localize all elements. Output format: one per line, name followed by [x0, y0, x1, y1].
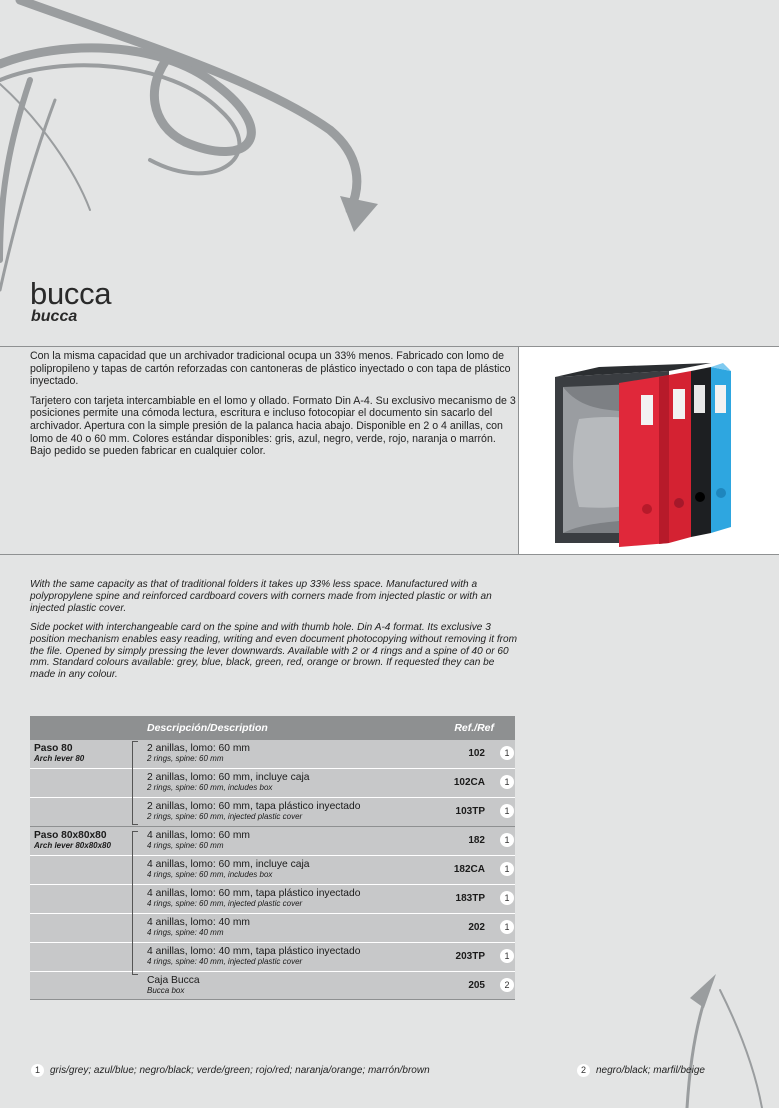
row-ref: 183TP [455, 893, 485, 904]
color-badge: 1 [500, 920, 514, 934]
color-badge: 1 [500, 862, 514, 876]
row-description: 2 anillas, lomo: 60 mm, incluye caja 2 rings, spine: 60 mm, includes box [147, 772, 310, 792]
row-ref: 102 [468, 748, 485, 759]
english-description [30, 579, 518, 688]
product-photo [519, 347, 779, 554]
table-row [30, 797, 515, 826]
es-paragraph: Tarjetero con tarjeta intercambiable en el lomo y ollado. Formato Din A-4. Su exclusivo mecanismo de 3 posiciones permite una cómoda lectura, escritura e incluso fotocopiar el documento sin sacarlo del archivador. Apertura con la simple presión de la palanca hacia abajo. Disponible en 2 o 4 anillas, con lomo de 40 o 60 mm. Colores estándar disponibles: gris, azul, negro, verde, rojo, naranja o marrón. Bajo pedido se pueden fabricar en cualquier color. [30, 394, 516, 458]
table-header [30, 716, 515, 739]
en-paragraph: Side pocket with interchangeable card on the spine and with thumb hole. Din A-4 format. Its exclusive 3 position mechanism enables easy reading, writing and even document photocopying without removing it from the file. Opened by simply pressing the lever downwards. Available with 2 or 4 rings and a spine of 40 or 60 mm. Standard colours available: grey, blue, black, green, red, orange or brown. If requested they can be made in any colour. [30, 621, 518, 681]
row-description: Caja Bucca Bucca box [147, 975, 200, 995]
header-description: Descripción/Description [147, 722, 268, 734]
row-description: 4 anillas, lomo: 60 mm, incluye caja 4 rings, spine: 60 mm, includes box [147, 859, 310, 879]
legend-colors-2 [577, 1064, 705, 1077]
legend-badge: 1 [31, 1064, 44, 1077]
en-paragraph: With the same capacity as that of traditional folders it takes up 33% less space. Manufactured with a polypropylene spine and reinforced cardboard covers with corners made from injected plastic or with an injected plastic cover. [30, 579, 492, 614]
color-badge: 1 [500, 746, 514, 760]
row-ref: 205 [468, 980, 485, 991]
color-badge: 1 [500, 949, 514, 963]
divider-bottom [0, 554, 779, 555]
legend-text: negro/black; marfil/beige [596, 1065, 705, 1076]
row-description: 4 anillas, lomo: 60 mm, tapa plástico inyectado 4 rings, spine: 60 mm, injected plastic cover [147, 888, 361, 908]
group-label: Paso 80 Arch lever 80 [34, 743, 85, 763]
row-ref: 103TP [455, 806, 485, 817]
legend-colors-1 [31, 1064, 430, 1077]
row-description: 2 anillas, lomo: 60 mm 2 rings, spine: 60 mm [147, 743, 251, 763]
color-badge: 1 [500, 891, 514, 905]
row-ref: 202 [468, 922, 485, 933]
row-ref: 102CA [453, 777, 485, 788]
header-ref: Ref./Ref [454, 722, 494, 734]
table-row [30, 942, 515, 971]
row-ref: 203TP [455, 951, 485, 962]
row-description: 4 anillas, lomo: 60 mm 4 rings, spine: 60 mm [147, 830, 251, 850]
table-row [30, 884, 515, 913]
spanish-description [30, 350, 518, 465]
row-description: 4 anillas, lomo: 40 mm 4 rings, spine: 40 mm [147, 917, 251, 937]
group-label: Paso 80x80x80 Arch lever 80x80x80 [34, 830, 111, 850]
page-title: bucca [30, 276, 112, 311]
es-paragraph: Con la misma capacidad que un archivador tradicional ocupa un 33% menos. Fabricado con lomo de polipropileno y tapas de cartón reforzadas con cantoneras de plástico inyectado o con tapa de plástico inyectado. [30, 350, 511, 388]
table-row [30, 739, 515, 768]
table-row [30, 826, 515, 855]
table-row [30, 855, 515, 884]
row-ref: 182CA [453, 864, 485, 875]
table-row [30, 913, 515, 942]
color-badge: 1 [500, 775, 514, 789]
color-badge: 2 [500, 978, 514, 992]
table-row [30, 768, 515, 797]
group-bracket [132, 741, 138, 825]
row-description: 2 anillas, lomo: 60 mm, tapa plástico inyectado 2 rings, spine: 60 mm, injected plastic cover [147, 801, 361, 821]
group-bracket [132, 831, 138, 975]
table-row [30, 971, 515, 1000]
color-badge: 1 [500, 804, 514, 818]
legend-text: gris/grey; azul/blue; negro/black; verde/green; rojo/red; naranja/orange; marrón/brown [50, 1065, 430, 1076]
page-subtitle: bucca [31, 308, 78, 325]
row-description: 4 anillas, lomo: 40 mm, tapa plástico inyectado 4 rings, spine: 40 mm, injected plastic cover [147, 946, 361, 966]
product-table [30, 716, 515, 1000]
legend-badge: 2 [577, 1064, 590, 1077]
color-badge: 1 [500, 833, 514, 847]
row-ref: 182 [468, 835, 485, 846]
